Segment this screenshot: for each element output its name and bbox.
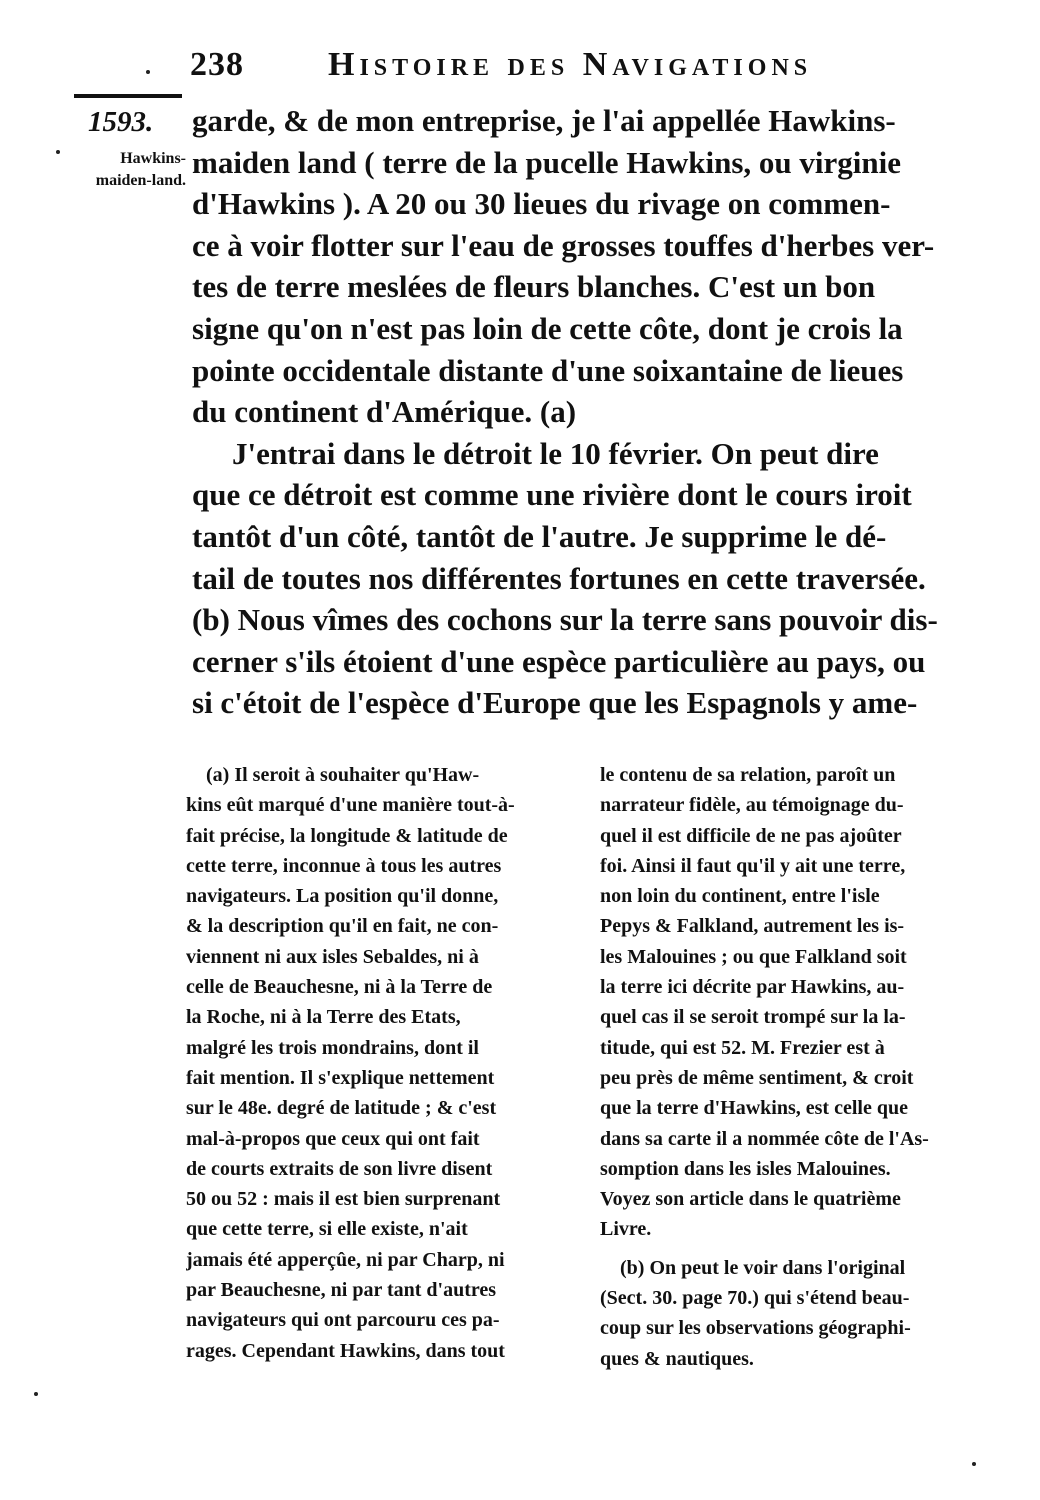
footnote-line: dans sa carte il a nommée côte de l'As- [600, 1127, 929, 1150]
margin-note-line: maiden-land. [95, 172, 186, 189]
ink-speck [56, 150, 60, 154]
footnote-line: foi. Ainsi il faut qu'il y ait une terre, [600, 854, 906, 877]
footnote-line: titude, qui est 52. M. Frezier est à [600, 1036, 885, 1059]
footnote-line: jamais été apperçûe, ni par Charp, ni [186, 1248, 505, 1271]
page-number: 238 [190, 46, 244, 83]
footnote-line: la terre ici décrite par Hawkins, au- [600, 976, 905, 999]
footnote-line: ques & nautiques. [600, 1347, 754, 1370]
main-text [192, 100, 1004, 724]
footnote-line: que la terre d'Hawkins, est celle que [600, 1097, 908, 1120]
text-line: cerner s'ils étoient d'une espèce particulière au pays, ou [192, 643, 926, 679]
ink-speck [34, 1392, 38, 1396]
text-line: garde, & de mon entreprise, je l'ai appellée Hawkins- [192, 103, 896, 138]
footnote-line: mal-à-propos que ceux qui ont fait [186, 1127, 480, 1150]
footnote-line: fait mention. Il s'explique nettement [186, 1066, 495, 1089]
footnote-line: cette terre, inconnue à tous les autres [186, 854, 502, 877]
footnote-line: & la description qu'il en fait, ne con- [186, 915, 499, 938]
text-line: pointe occidentale distante d'une soixantaine de lieues [192, 352, 904, 388]
running-title: Histoire des Navigations [328, 46, 813, 83]
footnote-line: sur le 48e. degré de latitude ; & c'est [186, 1097, 497, 1120]
footnote-line: (b) On peut le voir dans l'original [620, 1256, 906, 1279]
footnote-line: la Roche, ni à la Terre des Etats, [186, 1006, 461, 1029]
page-header [190, 46, 910, 96]
text-line: tantôt d'un côté, tantôt de l'autre. Je supprime le dé- [192, 518, 887, 554]
margin-year: 1593. [88, 106, 154, 138]
footnote-line: par Beauchesne, ni par tant d'autres [186, 1279, 497, 1302]
footnote-line: fait précise, la longitude & latitude de [186, 824, 508, 847]
footnote-line: 50 ou 52 : mais il est bien surprenant [186, 1188, 501, 1211]
margin-rule [74, 94, 182, 98]
footnote-line: rages. Cependant Hawkins, dans tout [186, 1339, 505, 1362]
footnote-line: viennent ni aux isles Sebaldes, ni à [186, 945, 479, 968]
footnote-line: malgré les trois mondrains, dont il [186, 1036, 479, 1059]
footnote-line: le contenu de sa relation, paroît un [600, 764, 896, 786]
footnote-line: non loin du continent, entre l'isle [600, 885, 880, 908]
text-line: tail de toutes nos différentes fortunes en cette traversée. [192, 560, 926, 596]
text-line: signe qu'on n'est pas loin de cette côte, dont je crois la [192, 310, 903, 346]
ink-speck [146, 70, 150, 74]
footnote-line: celle de Beauchesne, ni à la Terre de [186, 976, 493, 999]
footnote-line: narrateur fidèle, au témoignage du- [600, 794, 904, 817]
ink-speck [972, 1462, 976, 1466]
text-line: J'entrai dans le détroit le 10 février. On peut dire [232, 435, 879, 471]
text-line: d'Hawkins ). A 20 ou 30 lieues du rivage on commen- [192, 186, 891, 222]
footnote-line: (a) Il seroit à souhaiter qu'Haw- [206, 764, 480, 786]
footnote-line: Voyez son article dans le quatrième [600, 1188, 901, 1211]
margin-note-line: Hawkins- [120, 150, 186, 167]
footnote-line: de courts extraits de son livre disent [186, 1157, 493, 1180]
footnotes [186, 760, 1006, 1420]
footnote-line: navigateurs. La position qu'il donne, [186, 885, 499, 908]
text-line: du continent d'Amérique. (a) [192, 394, 577, 430]
footnote-line: somption dans les isles Malouines. [600, 1157, 891, 1180]
footnote-line: kins eût marqué d'une manière tout-à- [186, 794, 515, 817]
text-line: (b) Nous vîmes des cochons sur la terre sans pouvoir dis- [192, 602, 938, 638]
footnote-line: coup sur les observations géographi- [600, 1317, 911, 1340]
footnote-line: Pepys & Falkland, autrement les is- [600, 915, 905, 938]
footnote-column-right [600, 760, 992, 1374]
text-line: si c'étoit de l'espèce d'Europe que les Espagnols y ame- [192, 685, 918, 721]
footnote-line: navigateurs qui ont parcouru ces pa- [186, 1309, 500, 1332]
footnote-column-left [186, 760, 578, 1366]
footnote-line: (Sect. 30. page 70.) qui s'étend beau- [600, 1287, 910, 1310]
text-line: tes de terre meslées de fleurs blanches. C'est un bon [192, 269, 876, 305]
footnote-line: que cette terre, si elle existe, n'ait [186, 1218, 468, 1241]
footnote-line: Livre. [600, 1218, 652, 1241]
footnote-line: les Malouines ; ou que Falkland soit [600, 945, 907, 968]
text-line: que ce détroit est comme une rivière dont le cours iroit [192, 477, 912, 513]
footnote-line: quel cas il se seroit trompé sur la la- [600, 1006, 906, 1029]
footnote-line: peu près de même sentiment, & croit [600, 1066, 914, 1089]
text-line: maiden land ( terre de la pucelle Hawkins, ou virginie [192, 144, 901, 180]
footnote-line: quel il est difficile de ne pas ajoûter [600, 824, 902, 847]
margin-note [66, 148, 186, 192]
text-line: ce à voir flotter sur l'eau de grosses touffes d'herbes ver- [192, 227, 935, 263]
